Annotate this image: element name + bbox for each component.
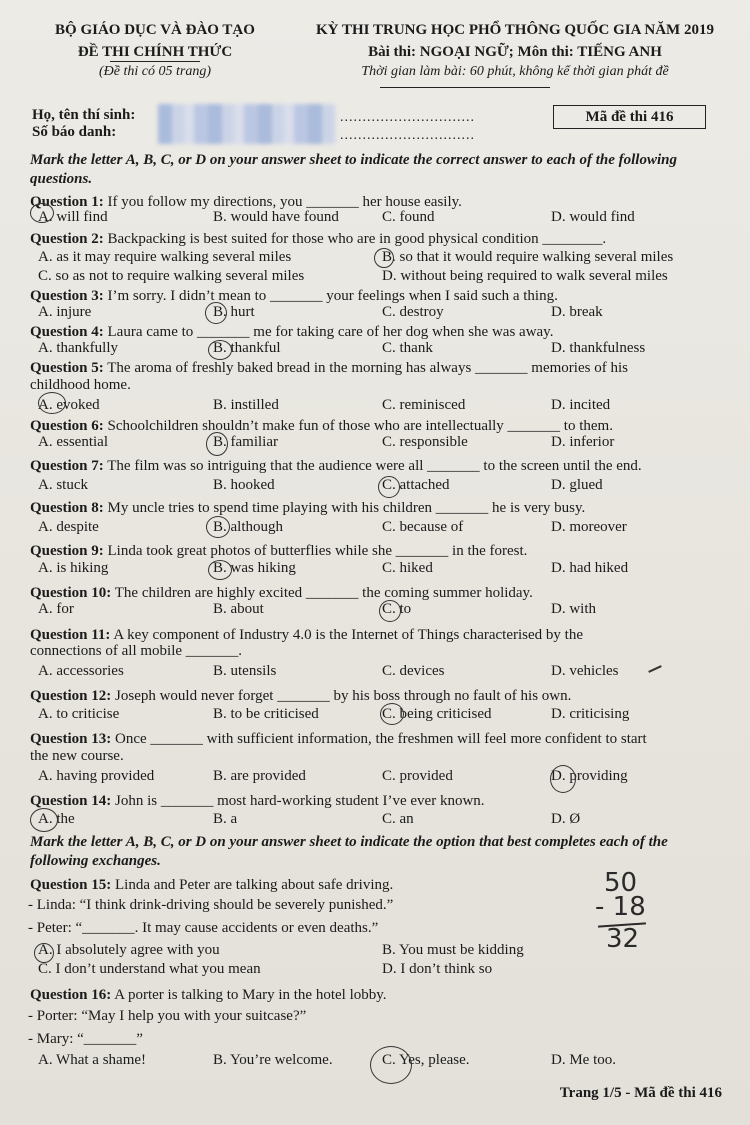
instruction-1: Mark the letter A, B, C, or D on your answer sheet to indicate the correct answer to each of the following questions. xyxy=(30,152,677,187)
answer-circle xyxy=(30,808,58,832)
option-B: B. familiar xyxy=(213,434,278,450)
option-A: A. to criticise xyxy=(38,706,120,722)
answer-circle xyxy=(30,203,54,223)
answer-circle xyxy=(380,703,404,725)
question-text-continued: the new course. xyxy=(30,748,124,764)
question-text: Linda took great photos of butterflies while she _______ in the forest. xyxy=(107,543,528,559)
option-B: B. was hiking xyxy=(213,560,296,576)
option-B: B. You’re welcome. xyxy=(213,1052,333,1068)
option-C: C. so as not to require walking several miles xyxy=(38,268,305,284)
option-A: A. thankfully xyxy=(38,340,118,356)
answer-circle xyxy=(379,600,401,622)
question-13 xyxy=(30,731,713,748)
question-16 xyxy=(30,987,387,1004)
option-A: A. will find xyxy=(38,209,108,225)
option-B: B. are provided xyxy=(213,768,306,784)
option-B: B. about xyxy=(213,601,264,617)
answer-circle xyxy=(208,560,232,580)
option-D: D. break xyxy=(551,304,603,320)
question-text: Schoolchildren shouldn’t make fun of those who are intellectually _______ to them. xyxy=(107,418,613,434)
option-C: C. devices xyxy=(382,663,445,679)
option-C: C. provided xyxy=(382,768,453,784)
option-C: C. because of xyxy=(382,519,464,535)
option-C: C. being criticised xyxy=(382,706,492,722)
question-11 xyxy=(30,627,713,644)
question-number: Question 9: xyxy=(30,543,104,559)
name-dots: .............................. xyxy=(340,110,475,125)
question-text: I’m sorry. I didn’t mean to _______ your feelings when I said such a thing. xyxy=(107,288,558,304)
option-C: C. reminisced xyxy=(382,397,466,413)
question-text: John is _______ most hard-working student I’ve ever known. xyxy=(115,793,485,809)
question-text: My uncle tries to spend time playing with his children _______ he is very busy. xyxy=(107,500,586,516)
dialogue-line: - Mary: “_______” xyxy=(28,1031,143,1047)
option-D: D. without being required to walk several miles xyxy=(382,268,668,284)
option-D: D. inferior xyxy=(551,434,615,450)
answer-circle xyxy=(206,516,230,538)
option-D: D. criticising xyxy=(551,706,630,722)
option-D: D. I don’t think so xyxy=(382,961,493,977)
option-C: C. to xyxy=(382,601,412,617)
exam-title: KỲ THI TRUNG HỌC PHỔ THÔNG QUỐC GIA NĂM 2019 xyxy=(316,22,714,38)
option-C: C. an xyxy=(382,811,414,827)
header-rule-right xyxy=(380,87,550,88)
option-D: D. with xyxy=(551,601,596,617)
question-number: Question 7: xyxy=(30,458,104,474)
page-count: (Đề thi có 05 trang) xyxy=(99,64,211,79)
question-text: Joseph would never forget _______ by his boss through no fault of his own. xyxy=(115,688,572,704)
handwritten-number: 50 xyxy=(604,868,638,898)
question-text: The aroma of freshly baked bread in the morning has always _______ memories of his xyxy=(107,360,628,376)
option-A: A. accessories xyxy=(38,663,124,679)
option-A: A. injure xyxy=(38,304,92,320)
option-D: D. glued xyxy=(551,477,603,493)
redacted-name xyxy=(158,104,336,144)
question-text: Laura came to _______ me for taking care of her dog when she was away. xyxy=(107,324,554,340)
question-number: Question 1: xyxy=(30,194,104,210)
option-D: D. incited xyxy=(551,397,611,413)
option-B: B. utensils xyxy=(213,663,277,679)
question-2 xyxy=(30,231,606,248)
question-4 xyxy=(30,324,553,341)
option-C: C. attached xyxy=(382,477,450,493)
question-number: Question 12: xyxy=(30,688,112,704)
option-C: C. I don’t understand what you mean xyxy=(38,961,261,977)
option-D: D. vehicles xyxy=(551,663,619,679)
option-D: D. Me too. xyxy=(551,1052,616,1068)
question-text: Once _______ with sufficient information, the freshmen will feel more confident to start xyxy=(115,731,647,747)
question-number: Question 11: xyxy=(30,627,111,643)
option-A: A. What a shame! xyxy=(38,1052,147,1068)
question-text: Linda and Peter are talking about safe driving. xyxy=(115,877,394,893)
handwritten-result: 32 xyxy=(606,924,640,954)
question-text-continued: connections of all mobile _______. xyxy=(30,643,243,659)
question-text-continued: childhood home. xyxy=(30,377,131,393)
subject-line: Bài thi: NGOẠI NGỮ; Môn thi: TIẾNG ANH xyxy=(368,44,662,60)
question-14 xyxy=(30,793,485,810)
question-number: Question 16: xyxy=(30,987,112,1003)
answer-circle xyxy=(38,392,66,414)
option-C: C. destroy xyxy=(382,304,444,320)
option-A: A. evoked xyxy=(38,397,100,413)
option-A: A. for xyxy=(38,601,74,617)
question-12 xyxy=(30,688,571,705)
question-7 xyxy=(30,458,642,475)
option-D: D. providing xyxy=(551,768,628,784)
option-A: A. I absolutely agree with you xyxy=(38,942,220,958)
question-number: Question 2: xyxy=(30,231,104,247)
question-text: If you follow my directions, you _______ her house easily. xyxy=(107,194,462,210)
option-A: A. as it may require walking several miles xyxy=(38,249,292,265)
official-label: ĐỀ THI CHÍNH THỨC xyxy=(77,44,233,60)
candidate-id-label: Số báo danh: xyxy=(32,124,117,140)
question-6 xyxy=(30,418,613,435)
option-B: B. hooked xyxy=(213,477,275,493)
option-A: A. despite xyxy=(38,519,99,535)
question-number: Question 14: xyxy=(30,793,112,809)
question-number: Question 5: xyxy=(30,360,104,376)
question-number: Question 3: xyxy=(30,288,104,304)
question-8 xyxy=(30,500,585,517)
option-C: C. responsible xyxy=(382,434,468,450)
question-text: The children are highly excited _______ the coming summer holiday. xyxy=(114,585,533,601)
question-number: Question 13: xyxy=(30,731,112,747)
question-number: Question 4: xyxy=(30,324,104,340)
question-15 xyxy=(30,877,393,894)
option-D: D. Ø xyxy=(551,811,581,827)
option-A: A. stuck xyxy=(38,477,88,493)
answer-circle xyxy=(205,302,227,324)
answer-circle xyxy=(378,476,400,498)
handwritten-subtract: - 18 xyxy=(595,892,646,922)
option-B: B. hurt xyxy=(213,304,255,320)
question-text: The film was so intriguing that the audience were all _______ to the screen until the end. xyxy=(107,458,642,474)
candidate-name-label: Họ, tên thí sinh: xyxy=(32,107,136,123)
option-B: B. although xyxy=(213,519,283,535)
option-D: D. moreover xyxy=(551,519,627,535)
option-B: B. You must be kidding xyxy=(382,942,524,958)
option-A: A. the xyxy=(38,811,75,827)
option-B: B. to be criticised xyxy=(213,706,319,722)
question-9 xyxy=(30,543,527,560)
answer-circle xyxy=(34,943,54,963)
answer-circle xyxy=(374,248,394,268)
option-C: C. thank xyxy=(382,340,433,356)
exam-header xyxy=(0,18,750,98)
question-10 xyxy=(30,585,533,602)
option-A: A. is hiking xyxy=(38,560,109,576)
time-line: Thời gian làm bài: 60 phút, không kể thời gian phát đề xyxy=(361,64,669,79)
ministry-title: BỘ GIÁO DỤC VÀ ĐÀO TẠO xyxy=(55,22,255,38)
option-B: B. a xyxy=(213,811,238,827)
option-B: B. instilled xyxy=(213,397,279,413)
page-footer: Trang 1/5 - Mã đề thi 416 xyxy=(559,1085,722,1101)
option-D: D. would find xyxy=(551,209,635,225)
instruction-2: Mark the letter A, B, C, or D on your answer sheet to indicate the option that best completes each of the following exchanges. xyxy=(30,834,668,869)
answer-circle xyxy=(206,432,228,456)
option-A: A. essential xyxy=(38,434,108,450)
id-dots: .............................. xyxy=(340,128,475,143)
option-D: D. thankfulness xyxy=(551,340,646,356)
header-rule-left xyxy=(110,61,200,62)
question-number: Question 15: xyxy=(30,877,112,893)
option-D: D. had hiked xyxy=(551,560,629,576)
question-text: Backpacking is best suited for those who are in good physical condition ________. xyxy=(107,231,607,247)
answer-circle xyxy=(370,1046,412,1084)
dialogue-line: - Porter: “May I help you with your suitcase?” xyxy=(28,1008,307,1024)
exam-code-box: Mã đề thi 416 xyxy=(553,105,706,129)
tick-mark xyxy=(648,665,662,673)
option-A: A. having provided xyxy=(38,768,155,784)
question-text: A porter is talking to Mary in the hotel lobby. xyxy=(114,987,387,1003)
question-number: Question 10: xyxy=(30,585,112,601)
option-C: C. found xyxy=(382,209,435,225)
question-number: Question 8: xyxy=(30,500,104,516)
option-C: C. hiked xyxy=(382,560,433,576)
option-B: B. would have found xyxy=(213,209,339,225)
dialogue-line: - Peter: “_______. It may cause accidents or even deaths.” xyxy=(28,920,379,936)
option-C: C. Yes, please. xyxy=(382,1052,470,1068)
answer-circle xyxy=(550,765,576,793)
answer-circle xyxy=(208,340,232,360)
question-5 xyxy=(30,360,713,377)
dialogue-line: - Linda: “I think drink-driving should be severely punished.” xyxy=(28,897,394,913)
question-3 xyxy=(30,288,558,305)
option-B: B. thankful xyxy=(213,340,281,356)
question-text: A key component of Industry 4.0 is the Internet of Things characterised by the xyxy=(113,627,583,643)
question-number: Question 6: xyxy=(30,418,104,434)
option-B: B. so that it would require walking several miles xyxy=(382,249,674,265)
